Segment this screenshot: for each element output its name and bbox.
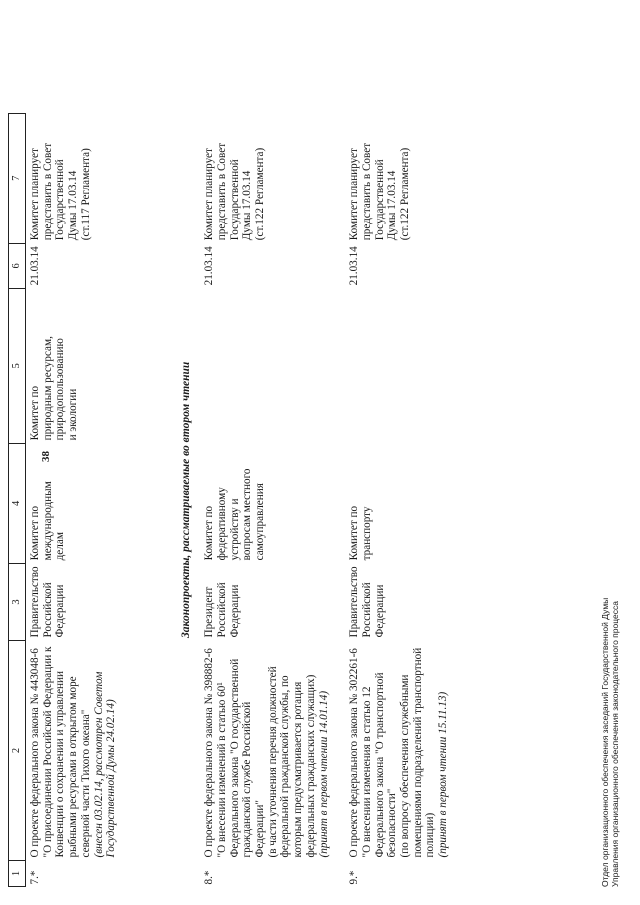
cell-line: (ст.122 Регламента) — [254, 147, 267, 241]
cell-line: представить в Совет — [215, 142, 228, 241]
cell-line: Государственной — [228, 159, 241, 241]
cell-line: Федерации — [373, 584, 386, 638]
row-number: 9.* — [348, 870, 361, 885]
cell-line: (принят в первом чтении 15.11.13) — [437, 691, 450, 858]
cell-line: О проекте федерального закона № 398882-6 — [203, 648, 216, 858]
cell-line: "О внесении изменения в статью 12 — [360, 686, 373, 858]
cell-line: (ст.117 Регламента) — [79, 148, 92, 241]
cell-line: "О присоединении Российской Федерации к — [41, 646, 54, 858]
table-row — [200, 113, 345, 886]
initiator — [26, 563, 174, 640]
cell-line: Государственной — [54, 159, 67, 241]
cell-line: природным ресурсам, — [41, 336, 54, 441]
cell-line: Федерации — [54, 584, 67, 638]
col-header-7: 7 — [9, 113, 26, 243]
col-header-6: 6 — [9, 243, 26, 288]
plan-note — [26, 113, 174, 243]
cell-line: Государственной Думы 24.02.14) — [105, 699, 118, 858]
cell-line: безопасности" — [386, 788, 399, 858]
cell-line: Российской — [215, 582, 228, 638]
cell-line: северной части Тихого океана" — [79, 709, 92, 858]
cell-line: Думы 17.03.14 — [67, 170, 80, 241]
cell-line: природопользованию — [54, 338, 67, 441]
co-committee — [200, 288, 345, 443]
initiator — [345, 563, 485, 640]
page-number: 38 — [40, 451, 52, 462]
cell-line: Комитет планирует — [348, 148, 361, 241]
cell-line: гражданской службе Российской Федерации" — [241, 701, 267, 858]
cell-line: Президент — [203, 586, 216, 638]
cell-line: Комитет по — [29, 505, 41, 561]
cell-line: Комитет планирует — [29, 148, 41, 241]
cell-line: (в части уточнения перечня должностей — [266, 666, 279, 858]
cell-line: федеративному — [215, 487, 228, 561]
cell-line: которым предусматривается ротация — [292, 681, 305, 858]
cell-line: О проекте федерального закона № 443048-6 — [29, 648, 41, 858]
footer-line: Отдел организационного обеспечения заседаний Государственной Думы — [600, 597, 610, 887]
responsible-committee — [345, 443, 485, 563]
cell-line: (по вопросу обеспечения служебными — [399, 674, 412, 858]
plan-note — [345, 113, 485, 243]
col-header-5: 5 — [9, 288, 26, 443]
row-number: 8.* — [203, 870, 216, 885]
section-heading: Законопроекты, рассматриваемые во втором чтении — [179, 361, 192, 639]
footer-line: Управления организационного обеспечения законодательного процесса — [610, 601, 620, 887]
cell-line: Комитет по — [29, 385, 41, 441]
cell-line: международным — [41, 481, 54, 561]
cell-line: Комитет планирует — [203, 148, 216, 241]
cell-line: и экологии — [67, 388, 80, 441]
cell-line: делам — [54, 532, 67, 561]
cell-line: (ст.122 Регламента) — [399, 147, 412, 241]
cell-line: Правительство — [29, 566, 41, 638]
cell-line: (принят в первом чтении 14.01.14) — [317, 690, 330, 858]
agenda-table — [8, 113, 485, 887]
col-header-2: 2 — [9, 641, 26, 861]
deadline-date: 21.03.14 — [29, 246, 41, 286]
cell-line: Федерации — [228, 584, 241, 638]
cell-line: "О внесении изменений в статью 60¹ — [215, 682, 228, 858]
cell-line: Думы 17.03.14 — [241, 170, 254, 241]
cell-line: О проекте федерального закона № 302261-6 — [348, 648, 361, 858]
col-header-1: 1 — [9, 861, 26, 887]
cell-line: транспорту — [360, 506, 373, 561]
cell-line: Российской — [41, 582, 54, 638]
cell-line: Российской — [360, 582, 373, 638]
cell-line: Думы 17.03.14 — [386, 170, 399, 241]
cell-line: помещениями подразделений транспортной — [411, 647, 424, 858]
cell-line: Конвенции о сохранении и управлении — [54, 670, 67, 858]
cell-line: вопросам местного — [241, 468, 254, 561]
initiator — [200, 563, 345, 640]
deadline-date: 21.03.14 — [203, 246, 216, 286]
column-number-row — [9, 113, 26, 886]
cell-line: федеральных гражданских служащих) — [304, 674, 317, 858]
cell-line: представить в Совет — [360, 142, 373, 241]
co-committee — [345, 288, 485, 443]
cell-line: полиции) — [424, 812, 437, 858]
responsible-committee — [200, 443, 345, 563]
plan-note — [200, 113, 345, 243]
cell-line: федеральной гражданской службы, по — [279, 675, 292, 858]
cell-line: Правительство — [348, 566, 361, 638]
bill-title — [345, 641, 485, 861]
cell-line: Федерального закона "О транспортной — [373, 672, 386, 858]
cell-line: самоуправления — [254, 483, 267, 561]
footer — [600, 598, 620, 887]
cell-line: рыбными ресурсами в открытом море — [67, 676, 80, 858]
bill-title — [26, 641, 174, 861]
cell-line: Комитет по — [348, 505, 361, 561]
section-heading-row — [174, 113, 201, 886]
cell-line: Федерального закона "О государственной — [228, 658, 241, 858]
co-committee — [26, 288, 174, 443]
cell-line: Комитет по — [203, 505, 216, 561]
row-number: 7.* — [29, 870, 41, 885]
responsible-committee — [26, 443, 174, 563]
deadline-date: 21.03.14 — [348, 246, 361, 286]
bill-title — [200, 641, 345, 861]
table-row — [26, 113, 174, 886]
cell-line: (внесен 03.02.14, рассмотрен Советом — [92, 671, 105, 858]
col-header-3: 3 — [9, 563, 26, 640]
cell-line: представить в Совет — [41, 142, 54, 241]
col-header-4: 4 — [9, 443, 26, 563]
cell-line: устройству и — [228, 498, 241, 561]
table-row — [345, 113, 485, 886]
cell-line: Государственной — [373, 159, 386, 241]
